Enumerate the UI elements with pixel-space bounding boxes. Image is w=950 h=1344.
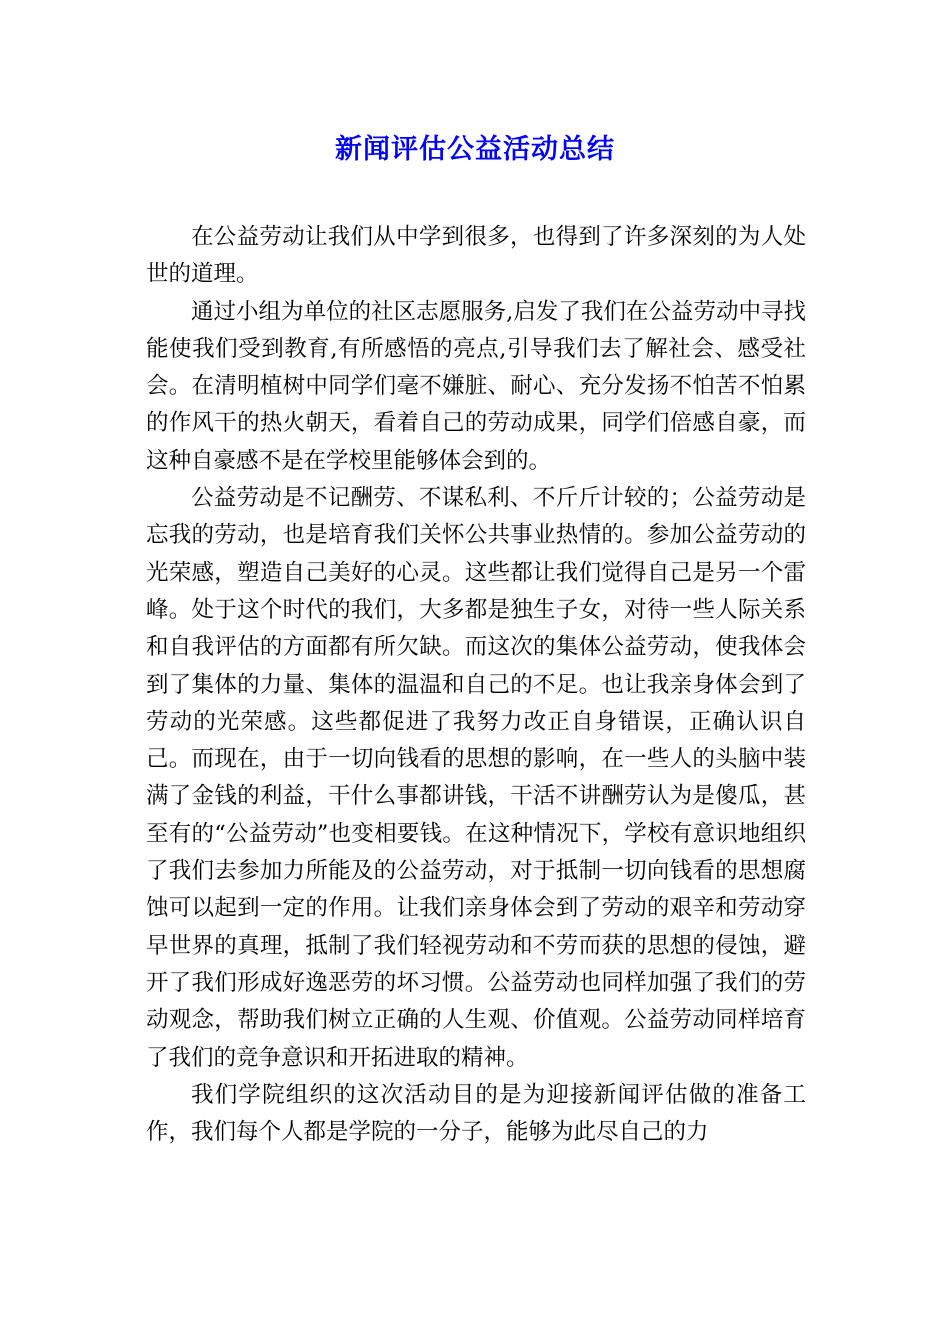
paragraph-2: 通过小组为单位的社区志愿服务,启发了我们在公益劳动中寻找能使我们受到教育,有所感悟的亮点,引导我们去了解社会、感受社会。在清明植树中同学们毫不嫌脏、耐心、充分发扬不怕苦不怕累的作风干的热火朝天，看着自己的劳动成果，同学们倍感自豪，而这种自豪感不是在学校里能够体会到的。 [146,298,806,474]
paragraph-4: 我们学院组织的这次活动目的是为迎接新闻评估做的准备工作，我们每个人都是学院的一分子，能够为此尽自己的力 [146,1081,806,1146]
document-body [146,219,806,1151]
paragraph-1: 在公益劳动让我们从中学到很多，也得到了许多深刻的为人处世的道理。 [146,224,806,288]
document-title: 新闻评估公益活动总结 [335,134,615,165]
paragraph-3: 公益劳动是不记酬劳、不谋私利、不斤斤计较的；公益劳动是忘我的劳动，也是培育我们关怀公共事业热情的。参加公益劳动的光荣感，塑造自己美好的心灵。这些都让我们觉得自己是另一个雷峰。处于这个时代的我们，大多都是独生子女，对待一些人际关系和自我评估的方面都有所欠缺。而这次的集体公益劳动，使我体会到了集体的力量、集体的温温和自己的不足。也让我亲身体会到了劳动的光荣感。这些都促进了我努力改正自身错误，正确认识自己。而现在，由于一切向钱看的思想的影响，在一些人的头脑中装满了金钱的利益，干什么事都讲钱，干活不讲酬劳认为是傻瓜，甚至有的“公益劳动”也变相要钱。在这种情况下，学校有意识地组织了我们去参加力所能及的公益劳动，对于抵制一切向钱看的思想腐蚀可以起到一定的作用。让我们亲身体会到了劳动的艰辛和劳动穿早世界的真理，抵制了我们轻视劳动和不劳而获的思想的侵蚀，避开了我们形成好逸恶劳的坏习惯。公益劳动也同样加强了我们的劳动观念，帮助我们树立正确的人生观、价值观。公益劳动同样培育了我们的竞争意识和开拓进取的精神。 [146,485,806,1071]
